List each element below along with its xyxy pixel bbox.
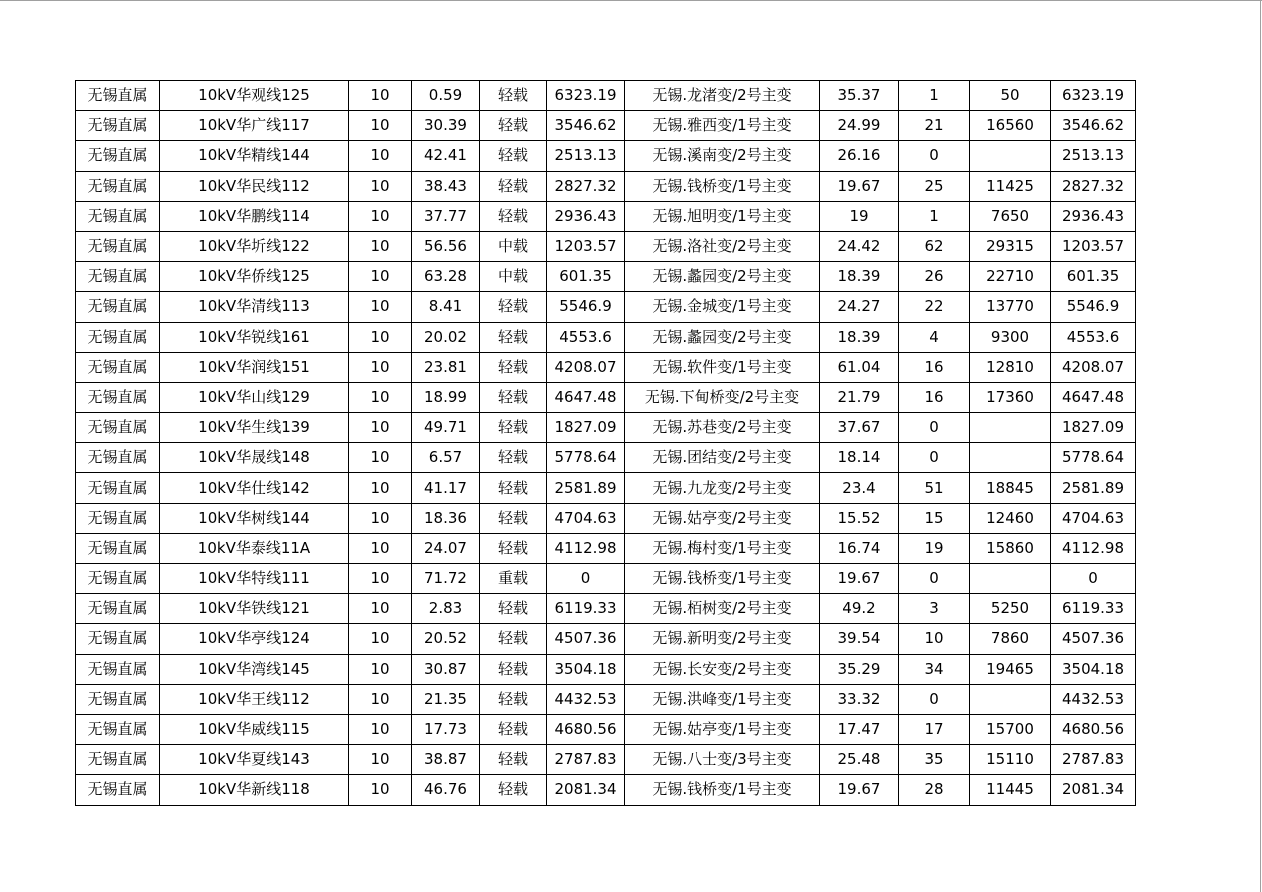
cell-substation-transformer: 无锡.蠡园变/2号主变 [625,262,820,292]
cell-load-rate: 63.28 [412,262,480,292]
cell-load-rate: 41.17 [412,473,480,503]
cell-load-rate: 17.73 [412,714,480,744]
cell-unit: 无锡直属 [76,141,160,171]
cell-load-status: 轻载 [480,684,547,714]
table-row [76,111,1136,141]
cell-capacity: 12460 [970,503,1051,533]
cell-line-name: 10kV华铁线121 [160,594,349,624]
cell-remaining-capacity: 4112.98 [1051,533,1136,563]
cell-remaining-capacity: 4432.53 [1051,684,1136,714]
cell-line-name: 10kV华鹏线114 [160,201,349,231]
cell-substation-transformer: 无锡.旭明变/1号主变 [625,201,820,231]
cell-line-name: 10kV华晟线148 [160,443,349,473]
cell-remaining-capacity: 1203.57 [1051,231,1136,261]
cell-capacity: 15860 [970,533,1051,563]
cell-transformer-load-rate: 25.48 [820,745,899,775]
cell-line-name: 10kV华圻线122 [160,231,349,261]
cell-line-name: 10kV华湾线145 [160,654,349,684]
cell-count: 26 [899,262,970,292]
cell-capacity [970,413,1051,443]
cell-remaining-capacity: 5778.64 [1051,443,1136,473]
cell-load-rate: 30.87 [412,654,480,684]
cell-substation-transformer: 无锡.软件变/1号主变 [625,352,820,382]
cell-transformer-load-rate: 19.67 [820,564,899,594]
cell-remaining-capacity: 2581.89 [1051,473,1136,503]
cell-transformer-load-rate: 49.2 [820,594,899,624]
cell-substation-transformer: 无锡.溪南变/2号主变 [625,141,820,171]
cell-available-capacity: 4680.56 [547,714,625,744]
cell-substation-transformer: 无锡.洪峰变/1号主变 [625,684,820,714]
cell-substation-transformer: 无锡.苏巷变/2号主变 [625,413,820,443]
cell-available-capacity: 4704.63 [547,503,625,533]
cell-transformer-load-rate: 39.54 [820,624,899,654]
cell-load-rate: 37.77 [412,201,480,231]
cell-count: 62 [899,231,970,261]
cell-transformer-load-rate: 15.52 [820,503,899,533]
cell-line-name: 10kV华山线129 [160,382,349,412]
cell-voltage: 10 [349,292,412,322]
cell-load-rate: 20.02 [412,322,480,352]
cell-capacity: 12810 [970,352,1051,382]
cell-count: 0 [899,443,970,473]
cell-line-name: 10kV华观线125 [160,81,349,111]
cell-line-name: 10kV华泰线11A [160,533,349,563]
cell-transformer-load-rate: 26.16 [820,141,899,171]
cell-unit: 无锡直属 [76,201,160,231]
cell-unit: 无锡直属 [76,564,160,594]
cell-count: 22 [899,292,970,322]
cell-available-capacity: 1827.09 [547,413,625,443]
cell-line-name: 10kV华广线117 [160,111,349,141]
cell-available-capacity: 2827.32 [547,171,625,201]
cell-voltage: 10 [349,714,412,744]
cell-transformer-load-rate: 18.39 [820,262,899,292]
cell-line-name: 10kV华锐线161 [160,322,349,352]
cell-transformer-load-rate: 61.04 [820,352,899,382]
cell-transformer-load-rate: 37.67 [820,413,899,443]
cell-capacity [970,684,1051,714]
cell-available-capacity: 3504.18 [547,654,625,684]
cell-unit: 无锡直属 [76,322,160,352]
cell-substation-transformer: 无锡.洛社变/2号主变 [625,231,820,261]
cell-count: 25 [899,171,970,201]
table-row [76,171,1136,201]
table-row [76,231,1136,261]
table-row [76,473,1136,503]
cell-unit: 无锡直属 [76,171,160,201]
cell-load-status: 轻载 [480,171,547,201]
cell-load-rate: 8.41 [412,292,480,322]
cell-unit: 无锡直属 [76,413,160,443]
cell-remaining-capacity: 2081.34 [1051,775,1136,805]
cell-substation-transformer: 无锡.蠡园变/2号主变 [625,322,820,352]
cell-voltage: 10 [349,382,412,412]
cell-remaining-capacity: 6323.19 [1051,81,1136,111]
cell-available-capacity: 1203.57 [547,231,625,261]
cell-voltage: 10 [349,624,412,654]
cell-remaining-capacity: 2827.32 [1051,171,1136,201]
cell-remaining-capacity: 601.35 [1051,262,1136,292]
cell-transformer-load-rate: 35.37 [820,81,899,111]
cell-capacity: 17360 [970,382,1051,412]
cell-capacity: 7650 [970,201,1051,231]
cell-load-status: 中载 [480,262,547,292]
table-row [76,775,1136,805]
cell-unit: 无锡直属 [76,443,160,473]
cell-line-name: 10kV华夏线143 [160,745,349,775]
cell-transformer-load-rate: 16.74 [820,533,899,563]
cell-transformer-load-rate: 24.99 [820,111,899,141]
cell-available-capacity: 601.35 [547,262,625,292]
cell-unit: 无锡直属 [76,503,160,533]
cell-available-capacity: 4553.6 [547,322,625,352]
cell-voltage: 10 [349,564,412,594]
cell-load-status: 轻载 [480,443,547,473]
cell-voltage: 10 [349,141,412,171]
cell-load-rate: 46.76 [412,775,480,805]
cell-unit: 无锡直属 [76,533,160,563]
table-row [76,745,1136,775]
cell-substation-transformer: 无锡.栢树变/2号主变 [625,594,820,624]
cell-load-status: 中载 [480,231,547,261]
cell-remaining-capacity: 3546.62 [1051,111,1136,141]
cell-unit: 无锡直属 [76,745,160,775]
cell-capacity: 50 [970,81,1051,111]
cell-count: 16 [899,352,970,382]
cell-load-rate: 30.39 [412,111,480,141]
cell-line-name: 10kV华树线144 [160,503,349,533]
cell-remaining-capacity: 4507.36 [1051,624,1136,654]
cell-transformer-load-rate: 33.32 [820,684,899,714]
cell-substation-transformer: 无锡.梅村变/1号主变 [625,533,820,563]
cell-capacity: 13770 [970,292,1051,322]
table-row [76,594,1136,624]
cell-load-status: 轻载 [480,292,547,322]
cell-unit: 无锡直属 [76,352,160,382]
cell-load-status: 轻载 [480,81,547,111]
cell-count: 21 [899,111,970,141]
cell-unit: 无锡直属 [76,714,160,744]
cell-line-name: 10kV华特线111 [160,564,349,594]
table-row [76,81,1136,111]
cell-remaining-capacity: 6119.33 [1051,594,1136,624]
cell-unit: 无锡直属 [76,624,160,654]
cell-count: 0 [899,564,970,594]
cell-line-name: 10kV华侨线125 [160,262,349,292]
cell-substation-transformer: 无锡.团结变/2号主变 [625,443,820,473]
cell-available-capacity: 6119.33 [547,594,625,624]
cell-load-status: 轻载 [480,201,547,231]
table-row [76,382,1136,412]
cell-voltage: 10 [349,503,412,533]
cell-voltage: 10 [349,473,412,503]
cell-voltage: 10 [349,171,412,201]
cell-remaining-capacity: 1827.09 [1051,413,1136,443]
cell-load-rate: 42.41 [412,141,480,171]
cell-transformer-load-rate: 17.47 [820,714,899,744]
cell-voltage: 10 [349,413,412,443]
table-row [76,443,1136,473]
cell-available-capacity: 2787.83 [547,745,625,775]
cell-remaining-capacity: 2936.43 [1051,201,1136,231]
cell-substation-transformer: 无锡.龙渚变/2号主变 [625,81,820,111]
cell-voltage: 10 [349,594,412,624]
cell-voltage: 10 [349,443,412,473]
cell-capacity: 19465 [970,654,1051,684]
cell-count: 34 [899,654,970,684]
cell-line-name: 10kV华亭线124 [160,624,349,654]
cell-capacity [970,443,1051,473]
cell-substation-transformer: 无锡.下甸桥变/2号主变 [625,382,820,412]
cell-load-rate: 23.81 [412,352,480,382]
cell-voltage: 10 [349,111,412,141]
cell-line-name: 10kV华民线112 [160,171,349,201]
cell-line-name: 10kV华生线139 [160,413,349,443]
cell-available-capacity: 4432.53 [547,684,625,714]
cell-voltage: 10 [349,201,412,231]
cell-capacity: 11445 [970,775,1051,805]
cell-substation-transformer: 无锡.新明变/2号主变 [625,624,820,654]
cell-count: 10 [899,624,970,654]
cell-capacity: 15700 [970,714,1051,744]
cell-remaining-capacity: 4208.07 [1051,352,1136,382]
cell-voltage: 10 [349,352,412,382]
cell-load-status: 轻载 [480,624,547,654]
cell-unit: 无锡直属 [76,684,160,714]
cell-load-status: 轻载 [480,382,547,412]
cell-load-rate: 18.36 [412,503,480,533]
cell-available-capacity: 2936.43 [547,201,625,231]
cell-count: 35 [899,745,970,775]
cell-count: 1 [899,81,970,111]
cell-load-rate: 2.83 [412,594,480,624]
cell-substation-transformer: 无锡.钱桥变/1号主变 [625,564,820,594]
cell-transformer-load-rate: 35.29 [820,654,899,684]
cell-unit: 无锡直属 [76,473,160,503]
cell-capacity [970,141,1051,171]
cell-substation-transformer: 无锡.钱桥变/1号主变 [625,171,820,201]
cell-available-capacity: 4647.48 [547,382,625,412]
cell-count: 1 [899,201,970,231]
cell-load-status: 轻载 [480,775,547,805]
cell-count: 17 [899,714,970,744]
cell-transformer-load-rate: 24.27 [820,292,899,322]
cell-load-status: 轻载 [480,141,547,171]
cell-load-rate: 21.35 [412,684,480,714]
cell-substation-transformer: 无锡.金城变/1号主变 [625,292,820,322]
cell-line-name: 10kV华新线118 [160,775,349,805]
cell-available-capacity: 5546.9 [547,292,625,322]
cell-remaining-capacity: 4704.63 [1051,503,1136,533]
cell-transformer-load-rate: 23.4 [820,473,899,503]
cell-unit: 无锡直属 [76,594,160,624]
cell-available-capacity: 2581.89 [547,473,625,503]
cell-line-name: 10kV华精线144 [160,141,349,171]
table-row [76,352,1136,382]
table-row [76,262,1136,292]
cell-available-capacity: 4507.36 [547,624,625,654]
cell-capacity: 22710 [970,262,1051,292]
cell-substation-transformer: 无锡.雅西变/1号主变 [625,111,820,141]
table-row [76,624,1136,654]
cell-capacity: 18845 [970,473,1051,503]
cell-load-rate: 71.72 [412,564,480,594]
table-row [76,322,1136,352]
cell-capacity: 11425 [970,171,1051,201]
cell-unit: 无锡直属 [76,81,160,111]
table-row [76,684,1136,714]
cell-capacity: 16560 [970,111,1051,141]
cell-voltage: 10 [349,745,412,775]
cell-capacity: 7860 [970,624,1051,654]
cell-remaining-capacity: 2787.83 [1051,745,1136,775]
table-row [76,413,1136,443]
cell-transformer-load-rate: 19.67 [820,171,899,201]
cell-available-capacity: 4112.98 [547,533,625,563]
cell-unit: 无锡直属 [76,292,160,322]
cell-load-rate: 38.87 [412,745,480,775]
cell-load-status: 轻载 [480,654,547,684]
cell-unit: 无锡直属 [76,382,160,412]
cell-load-rate: 24.07 [412,533,480,563]
cell-transformer-load-rate: 18.14 [820,443,899,473]
cell-voltage: 10 [349,81,412,111]
cell-count: 0 [899,684,970,714]
cell-load-rate: 20.52 [412,624,480,654]
cell-load-rate: 6.57 [412,443,480,473]
table-row [76,292,1136,322]
cell-capacity: 15110 [970,745,1051,775]
cell-substation-transformer: 无锡.钱桥变/1号主变 [625,775,820,805]
cell-load-status: 轻载 [480,352,547,382]
cell-capacity: 9300 [970,322,1051,352]
cell-load-status: 轻载 [480,714,547,744]
cell-voltage: 10 [349,533,412,563]
table-row [76,503,1136,533]
cell-available-capacity: 5778.64 [547,443,625,473]
cell-line-name: 10kV华仕线142 [160,473,349,503]
cell-load-status: 重载 [480,564,547,594]
cell-remaining-capacity: 5546.9 [1051,292,1136,322]
cell-unit: 无锡直属 [76,262,160,292]
cell-remaining-capacity: 0 [1051,564,1136,594]
cell-available-capacity: 3546.62 [547,111,625,141]
cell-substation-transformer: 无锡.姑亭变/2号主变 [625,503,820,533]
cell-capacity: 5250 [970,594,1051,624]
table-row [76,714,1136,744]
cell-voltage: 10 [349,684,412,714]
cell-load-status: 轻载 [480,473,547,503]
cell-transformer-load-rate: 19 [820,201,899,231]
page-edge-right [1260,0,1261,892]
cell-count: 0 [899,141,970,171]
cell-capacity [970,564,1051,594]
feeder-load-table [75,80,1136,806]
cell-load-rate: 18.99 [412,382,480,412]
cell-unit: 无锡直属 [76,231,160,261]
table-row [76,533,1136,563]
cell-remaining-capacity: 3504.18 [1051,654,1136,684]
cell-count: 19 [899,533,970,563]
table-row [76,141,1136,171]
cell-load-rate: 38.43 [412,171,480,201]
cell-transformer-load-rate: 18.39 [820,322,899,352]
cell-load-status: 轻载 [480,413,547,443]
cell-available-capacity: 0 [547,564,625,594]
cell-voltage: 10 [349,654,412,684]
cell-substation-transformer: 无锡.长安变/2号主变 [625,654,820,684]
cell-available-capacity: 4208.07 [547,352,625,382]
cell-line-name: 10kV华清线113 [160,292,349,322]
cell-load-status: 轻载 [480,745,547,775]
cell-load-rate: 0.59 [412,81,480,111]
cell-substation-transformer: 无锡.姑亭变/1号主变 [625,714,820,744]
cell-transformer-load-rate: 24.42 [820,231,899,261]
cell-transformer-load-rate: 21.79 [820,382,899,412]
page-edge-top [0,0,1262,1]
table-row [76,654,1136,684]
cell-load-status: 轻载 [480,594,547,624]
cell-available-capacity: 6323.19 [547,81,625,111]
cell-unit: 无锡直属 [76,654,160,684]
cell-load-rate: 56.56 [412,231,480,261]
cell-count: 16 [899,382,970,412]
cell-load-status: 轻载 [480,533,547,563]
table-row [76,201,1136,231]
cell-line-name: 10kV华润线151 [160,352,349,382]
cell-substation-transformer: 无锡.九龙变/2号主变 [625,473,820,503]
cell-voltage: 10 [349,775,412,805]
cell-count: 0 [899,413,970,443]
cell-remaining-capacity: 4647.48 [1051,382,1136,412]
cell-transformer-load-rate: 19.67 [820,775,899,805]
cell-line-name: 10kV华威线115 [160,714,349,744]
cell-remaining-capacity: 4553.6 [1051,322,1136,352]
cell-count: 28 [899,775,970,805]
cell-load-status: 轻载 [480,111,547,141]
table-row [76,564,1136,594]
cell-load-status: 轻载 [480,503,547,533]
cell-unit: 无锡直属 [76,775,160,805]
cell-voltage: 10 [349,231,412,261]
cell-capacity: 29315 [970,231,1051,261]
cell-count: 4 [899,322,970,352]
cell-count: 51 [899,473,970,503]
cell-voltage: 10 [349,322,412,352]
cell-count: 15 [899,503,970,533]
cell-remaining-capacity: 2513.13 [1051,141,1136,171]
cell-count: 3 [899,594,970,624]
cell-remaining-capacity: 4680.56 [1051,714,1136,744]
cell-available-capacity: 2513.13 [547,141,625,171]
cell-voltage: 10 [349,262,412,292]
cell-load-rate: 49.71 [412,413,480,443]
cell-line-name: 10kV华王线112 [160,684,349,714]
cell-substation-transformer: 无锡.八士变/3号主变 [625,745,820,775]
cell-available-capacity: 2081.34 [547,775,625,805]
cell-unit: 无锡直属 [76,111,160,141]
cell-load-status: 轻载 [480,322,547,352]
